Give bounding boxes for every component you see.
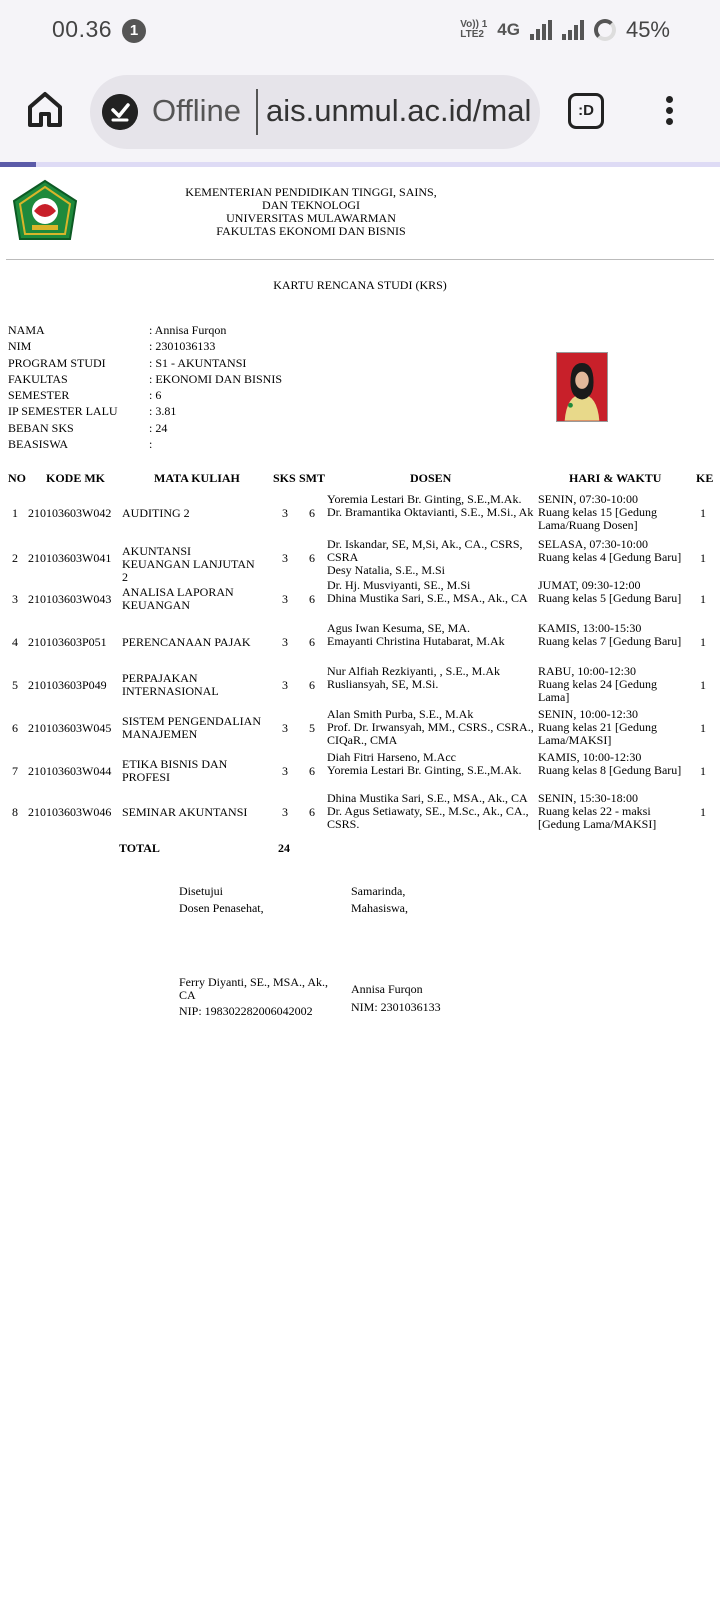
university-logo <box>10 179 80 249</box>
advisor-name: Ferry Diyanti, SE., MSA., Ak., CA <box>179 975 329 1002</box>
course-schedule: KAMIS, 10:00-12:30 Ruang kelas 8 [Gedung Baru] <box>538 750 682 777</box>
course-sks: 3 <box>282 721 288 735</box>
header-line: UNIVERSITAS MULAWARMAN <box>226 211 396 225</box>
course-sks: 3 <box>282 506 288 520</box>
institution-header <box>160 186 462 238</box>
info-value: : <box>149 437 153 452</box>
course-semester: 5 <box>309 721 315 735</box>
info-value: : 3.81 <box>149 404 177 419</box>
status-time: 00.36 <box>52 16 113 42</box>
course-sks: 3 <box>282 635 288 649</box>
course-ke: 1 <box>700 506 706 520</box>
info-label: PROGRAM STUDI <box>8 355 106 370</box>
menu-icon[interactable] <box>664 96 674 130</box>
battery-percent: 45% <box>625 17 670 42</box>
notification-badge-icon: 1 <box>122 19 146 43</box>
course-ke: 1 <box>700 678 706 692</box>
signature-line: Disetujui <box>179 884 223 898</box>
info-label: FAKULTAS <box>8 371 68 386</box>
course-lecturers: Alan Smith Purba, S.E., M.Ak Prof. Dr. Irwansyah, MM., CSRS., CSRA., CIQaR., CMA <box>327 707 534 747</box>
network-4g-icon: 4G <box>497 20 520 39</box>
offline-label: Offline <box>152 93 242 128</box>
advisor-nip: NIP: 198302282006042002 <box>179 1004 313 1018</box>
course-lecturers: Nur Alfiah Rezkiyanti, , S.E., M.Ak Rusliansyah, SE, M.Si. <box>327 664 500 691</box>
course-schedule: KAMIS, 13:00-15:30 Ruang kelas 7 [Gedung Baru] <box>538 621 682 648</box>
course-code: 210103603W046 <box>28 805 112 819</box>
header-line: DAN TEKNOLOGI <box>261 198 361 212</box>
course-schedule: SENIN, 07:30-10:00 Ruang kelas 15 [Gedung Lama/Ruang Dosen] <box>538 492 657 532</box>
info-label: NAMA <box>8 323 45 337</box>
course-name: ANALISA LAPORAN KEUANGAN <box>122 585 234 612</box>
course-lecturers: Dhina Mustika Sari, S.E., MSA., Ak., CA Dr. Agus Setiawaty, SE., M.Sc., Ak., CA., CSRS. <box>327 791 529 831</box>
status-icons <box>460 15 670 45</box>
volte-bottom-text: LTE2 <box>460 29 484 40</box>
course-lecturers: Dr. Hj. Musviyanti, SE., M.Si Dhina Mustika Sari, S.E., MSA., Ak., CA <box>327 578 528 605</box>
course-semester: 6 <box>309 764 315 778</box>
course-ke: 1 <box>700 551 706 565</box>
info-value: : 6 <box>149 388 162 403</box>
total-sks: 24 <box>278 841 290 855</box>
info-value: : Annisa Furqon <box>149 323 227 337</box>
course-lecturers: Diah Fitri Harseno, M.Acc Yoremia Lestari Br. Ginting, S.E.,M.Ak. <box>327 750 522 777</box>
course-code: 210103603W045 <box>28 721 112 735</box>
course-name: SEMINAR AKUNTANSI <box>122 805 248 819</box>
col-smt: SMT <box>299 471 326 485</box>
course-semester: 6 <box>309 678 315 692</box>
course-lecturers: Agus Iwan Kesuma, SE, MA. Emayanti Christina Hutabarat, M.Ak <box>327 621 505 648</box>
row-number: 8 <box>12 805 18 819</box>
course-lecturers: Dr. Iskandar, SE, M,Si, Ak., CA., CSRS, CSRA Desy Natalia, S.E., M.Si <box>327 537 523 577</box>
table-header <box>0 472 720 486</box>
data-activity-icon <box>530 20 552 40</box>
advisor-signature <box>179 885 344 1018</box>
col-dosen: DOSEN <box>410 471 452 485</box>
signature-line: Mahasiswa, <box>351 900 408 915</box>
row-number: 4 <box>12 635 18 649</box>
url-separator <box>256 89 258 135</box>
info-label: NIM <box>8 339 32 354</box>
col-no: NO <box>8 471 26 485</box>
volte-icon <box>460 20 487 40</box>
course-semester: 6 <box>309 635 315 649</box>
info-value: : S1 - AKUNTANSI <box>149 355 247 370</box>
course-name: ETIKA BISNIS DAN PROFESI <box>122 757 228 784</box>
signal-icon <box>562 20 584 40</box>
page-title: KARTU RENCANA STUDI (KRS) <box>273 278 447 292</box>
row-number: 3 <box>12 592 18 606</box>
course-schedule: JUMAT, 09:30-12:00 Ruang kelas 5 [Gedung Baru] <box>538 578 682 605</box>
info-label: BEBAN SKS <box>8 420 74 435</box>
course-ke: 1 <box>700 805 706 819</box>
col-mata-kuliah: MATA KULIAH <box>154 471 240 485</box>
info-label: BEASISWA <box>8 437 69 452</box>
course-ke: 1 <box>700 764 706 778</box>
url-text[interactable]: ais.unmul.ac.id/mal <box>266 93 532 128</box>
header-line: FAKULTAS EKONOMI DAN BISNIS <box>216 224 406 238</box>
info-value: : 2301036133 <box>149 339 216 354</box>
course-sks: 3 <box>282 551 288 565</box>
info-value: : EKONOMI DAN BISNIS <box>149 371 283 386</box>
row-number: 7 <box>12 764 18 778</box>
course-name: PERPAJAKAN INTERNASIONAL <box>122 671 219 698</box>
course-schedule: SELASA, 07:30-10:00 Ruang kelas 4 [Gedung Baru] <box>538 537 682 564</box>
course-semester: 6 <box>309 551 315 565</box>
col-ke: KE <box>696 471 714 485</box>
course-code: 210103603W042 <box>28 506 112 520</box>
offline-download-icon[interactable] <box>102 94 138 130</box>
row-number: 1 <box>12 506 18 520</box>
student-name: Annisa Furqon <box>351 982 423 996</box>
status-bar <box>0 0 720 62</box>
header-divider <box>6 259 714 260</box>
student-photo <box>556 352 608 422</box>
signature-line: Dosen Penasehat, <box>179 900 264 915</box>
tabs-icon[interactable]: :D <box>568 93 604 129</box>
course-schedule: SENIN, 15:30-18:00 Ruang kelas 22 - maksi [Gedung Lama/MAKSI] <box>538 791 657 831</box>
course-name: PERENCANAAN PAJAK <box>122 635 251 649</box>
course-semester: 6 <box>309 506 315 520</box>
course-code: 210103603W043 <box>28 592 112 606</box>
course-schedule: SENIN, 10:00-12:30 Ruang kelas 21 [Gedung Lama/MAKSI] <box>538 707 657 747</box>
course-name: AUDITING 2 <box>122 506 190 520</box>
course-code: 210103603W041 <box>28 551 112 565</box>
address-bar[interactable] <box>90 75 540 149</box>
course-name: SISTEM PENGENDALIAN MANAJEMEN <box>122 714 261 741</box>
course-code: 210103603P049 <box>28 678 107 692</box>
total-label: TOTAL <box>119 841 160 855</box>
course-schedule: RABU, 10:00-12:30 Ruang kelas 24 [Gedung Lama] <box>538 664 657 704</box>
col-kode: KODE MK <box>46 471 105 485</box>
course-semester: 6 <box>309 592 315 606</box>
signature-line: Samarinda, <box>351 884 406 898</box>
col-hari-waktu: HARI & WAKTU <box>569 471 662 485</box>
battery-icon <box>594 19 616 41</box>
info-label: IP SEMESTER LALU <box>8 404 118 419</box>
browser-toolbar <box>0 62 720 162</box>
header-line: KEMENTERIAN PENDIDIKAN TINGGI, SAINS, <box>185 185 437 199</box>
home-icon[interactable] <box>24 88 66 130</box>
course-ke: 1 <box>700 721 706 735</box>
row-number: 2 <box>12 551 18 565</box>
volte-top-text: Vo)) 1 <box>460 19 488 30</box>
info-label: SEMESTER <box>8 388 70 403</box>
info-value: : 24 <box>149 420 168 435</box>
krs-page <box>0 167 720 1612</box>
student-nim: NIM: 2301036133 <box>351 1000 441 1014</box>
course-sks: 3 <box>282 678 288 692</box>
course-sks: 3 <box>282 592 288 606</box>
course-ke: 1 <box>700 635 706 649</box>
student-signature <box>351 885 516 1014</box>
row-number: 5 <box>12 678 18 692</box>
course-code: 210103603W044 <box>28 764 112 778</box>
col-sks: SKS <box>273 471 296 485</box>
course-sks: 3 <box>282 764 288 778</box>
row-number: 6 <box>12 721 18 735</box>
course-name: AKUNTANSI KEUANGAN LANJUTAN 2 <box>122 544 255 584</box>
course-ke: 1 <box>700 592 706 606</box>
course-sks: 3 <box>282 805 288 819</box>
course-lecturers: Yoremia Lestari Br. Ginting, S.E.,M.Ak. Dr. Bramantika Oktavianti, S.E., M.Si., Ak <box>327 492 534 519</box>
course-code: 210103603P051 <box>28 635 107 649</box>
course-semester: 6 <box>309 805 315 819</box>
